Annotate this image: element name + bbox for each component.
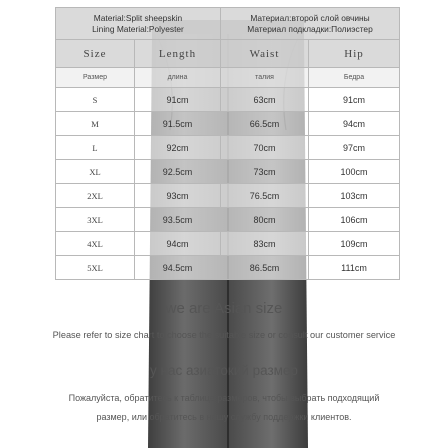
column-header-waist: Waist (221, 40, 309, 68)
waist-cell: 73cm (221, 160, 309, 184)
column-header-size-ru: Размер (56, 68, 135, 88)
column-header-ru-row (56, 68, 400, 88)
size-row (56, 232, 400, 256)
material-ru-cell (221, 8, 400, 40)
column-header-length: Length (135, 40, 221, 68)
length-cell: 92cm (135, 136, 221, 160)
size-cell: 5XL (56, 256, 135, 280)
size-cell: 3XL (56, 208, 135, 232)
length-cell: 94.5cm (135, 256, 221, 280)
column-header-waist-ru: талия (221, 68, 309, 88)
size-row (56, 136, 400, 160)
size-row (56, 160, 400, 184)
size-advice-ru-line2: размер, или обратитесь в нашу службу поддержки клиентов. (96, 412, 352, 422)
hip-cell: 109cm (309, 232, 400, 256)
size-advice-en: Please refer to size chart to choose the suitable size or consult our customer service (52, 330, 396, 340)
size-chart-table (55, 7, 400, 280)
asian-size-note-en: we are Asian size (165, 300, 283, 317)
column-header-hip-ru: Бедра (309, 68, 400, 88)
hip-cell: 97cm (309, 136, 400, 160)
column-header-size: Size (56, 40, 135, 68)
size-cell: 2XL (56, 184, 135, 208)
waist-cell: 80cm (221, 208, 309, 232)
waist-cell: 66.5cm (221, 112, 309, 136)
size-advice-ru-line1: Пожалуйста, обратитесь к таблице размеров, чтобы выбрать подходящий (68, 393, 380, 403)
hip-cell: 106cm (309, 208, 400, 232)
length-cell: 92.5cm (135, 160, 221, 184)
length-cell: 91.5cm (135, 112, 221, 136)
size-row (56, 88, 400, 112)
waist-cell: 86.5cm (221, 256, 309, 280)
hip-cell: 103cm (309, 184, 400, 208)
hip-cell: 111cm (309, 256, 400, 280)
hip-cell: 91cm (309, 88, 400, 112)
length-cell: 91cm (135, 88, 221, 112)
length-cell: 94cm (135, 232, 221, 256)
material-en-label: Material:Split sheepskin (93, 13, 183, 23)
size-cell: L (56, 136, 135, 160)
hip-cell: 94cm (309, 112, 400, 136)
lining-ru-label: Материал подкладки:Полиэстер (247, 23, 373, 34)
waist-cell: 76.5cm (221, 184, 309, 208)
lining-en-label: Lining Material:Polyester (92, 23, 184, 34)
size-row (56, 208, 400, 232)
material-en-cell (56, 8, 221, 40)
column-header-hip: Hip (309, 40, 400, 68)
length-cell: 93cm (135, 184, 221, 208)
asian-size-note-ru: у нас азиатокий размер (150, 363, 298, 378)
size-row (56, 256, 400, 280)
size-row (56, 184, 400, 208)
size-cell: XL (56, 160, 135, 184)
waist-cell: 63cm (221, 88, 309, 112)
size-cell: M (56, 112, 135, 136)
column-header-row (56, 40, 400, 68)
material-ru-label: Материал:второй слой овчины (250, 13, 370, 23)
size-row (56, 112, 400, 136)
waist-cell: 70cm (221, 136, 309, 160)
length-cell: 93.5cm (135, 208, 221, 232)
size-cell: 4XL (56, 232, 135, 256)
material-header-row (56, 8, 400, 40)
hip-cell: 100cm (309, 160, 400, 184)
size-cell: S (56, 88, 135, 112)
column-header-length-ru: длина (135, 68, 221, 88)
waist-cell: 83cm (221, 232, 309, 256)
